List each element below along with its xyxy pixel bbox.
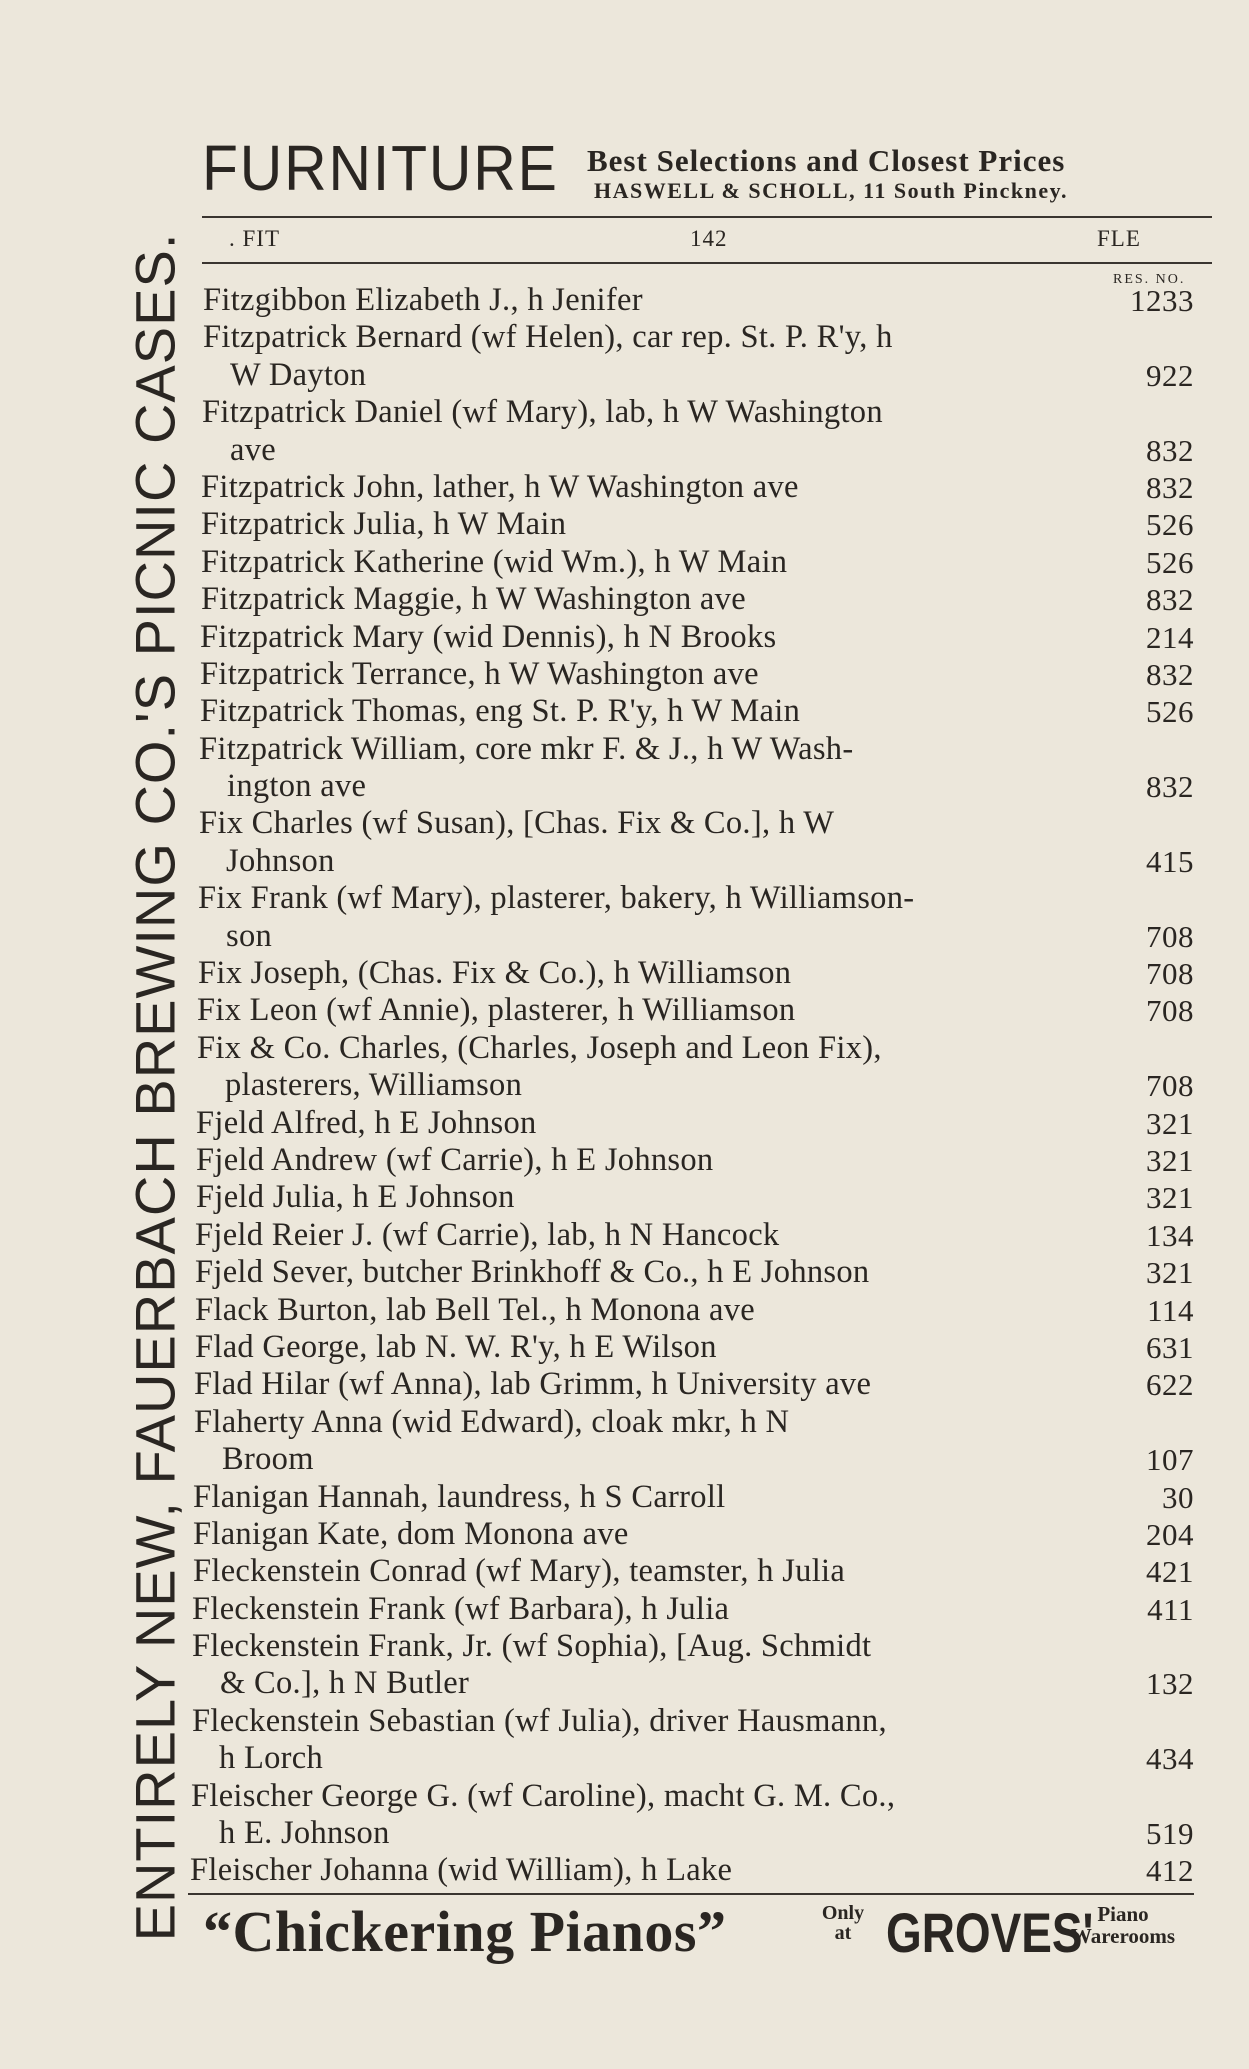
entry-line <box>0 581 1249 618</box>
residence-number: 204 <box>1146 1516 1194 1552</box>
entry-continuation-text: plasterers, Williamson <box>225 1067 523 1104</box>
residence-number: 411 <box>1147 1591 1194 1627</box>
entry-line <box>0 1030 1249 1067</box>
directory-entry <box>0 1516 1249 1553</box>
residence-number: 526 <box>1146 544 1194 580</box>
entry-line <box>0 1329 1249 1366</box>
footer-at: at <box>834 1922 852 1944</box>
residence-number: 30 <box>1162 1479 1194 1515</box>
residence-number: 107 <box>1146 1442 1194 1478</box>
entry-line <box>0 319 1249 356</box>
directory-entry <box>0 1105 1249 1142</box>
page-number: 142 <box>690 226 728 251</box>
entry-line <box>0 469 1249 506</box>
residence-number: 832 <box>1146 769 1194 805</box>
entry-line <box>0 843 1249 880</box>
entry-name-text: Fleischer Johanna (wid William), h Lake <box>190 1852 733 1889</box>
res-no-column-label: RES. NO. <box>1113 272 1186 287</box>
left-guide-word: . FIT <box>229 226 280 251</box>
header-rule-top <box>202 216 1212 218</box>
entry-line <box>0 1404 1249 1441</box>
directory-entry <box>0 506 1249 543</box>
entry-line <box>0 1179 1249 1216</box>
entry-line <box>0 1591 1249 1628</box>
directory-entry <box>0 1292 1249 1329</box>
entry-name-text: Fitzpatrick Mary (wid Dennis), h N Brooks <box>200 618 777 655</box>
entry-name-text: Fix & Co. Charles, (Charles, Joseph and Leon Fix), <box>197 1029 882 1066</box>
residence-number: 114 <box>1147 1292 1194 1328</box>
entry-name-text: Flanigan Hannah, laundress, h S Carroll <box>193 1478 726 1515</box>
residence-number: 832 <box>1146 656 1194 692</box>
header-advert-word: FURNITURE <box>202 132 559 204</box>
entry-name-text: Flanigan Kate, dom Monona ave <box>193 1515 629 1552</box>
entry-line <box>0 619 1249 656</box>
entry-line <box>0 1628 1249 1665</box>
entry-name-text: Fjeld Julia, h E Johnson <box>196 1179 515 1216</box>
entry-line <box>0 1815 1249 1852</box>
residence-number: 526 <box>1146 507 1194 543</box>
entry-line <box>0 1441 1249 1478</box>
directory-entry <box>0 880 1249 955</box>
entry-line <box>0 1740 1249 1777</box>
right-guide-word: FLE <box>1097 226 1141 251</box>
residence-number: 622 <box>1146 1367 1194 1403</box>
directory-entry <box>0 1404 1249 1479</box>
directory-entry <box>0 1778 1249 1853</box>
directory-entry <box>0 544 1249 581</box>
entry-continuation-text: ave <box>230 431 277 468</box>
entry-name-text: Flack Burton, lab Bell Tel., h Monona ave <box>195 1291 756 1328</box>
entry-name-text: Fitzpatrick William, core mkr F. & J., h W Wash- <box>199 730 854 767</box>
entry-line <box>0 918 1249 955</box>
directory-entry <box>0 656 1249 693</box>
entry-name-text: Flad Hilar (wf Anna), lab Grimm, h University ave <box>194 1366 872 1403</box>
residence-number: 321 <box>1146 1180 1194 1216</box>
entry-line <box>0 1553 1249 1590</box>
directory-entry <box>0 1553 1249 1590</box>
entry-line <box>0 394 1249 431</box>
directory-entry <box>0 282 1249 319</box>
residence-number: 321 <box>1146 1255 1194 1291</box>
entry-line <box>0 992 1249 1029</box>
entry-continuation-text: Johnson <box>226 842 335 879</box>
entry-name-text: Flad George, lab N. W. R'y, h E Wilson <box>195 1328 717 1365</box>
side-advertisement: ENTIRELY NEW, FAUERBACH BREWING CO.'S PICNIC CASES. <box>123 232 187 1942</box>
directory-entry <box>0 992 1249 1029</box>
header-rule-bottom <box>202 262 1212 264</box>
residence-number: 415 <box>1146 843 1194 879</box>
entry-line <box>0 805 1249 842</box>
entry-line <box>0 1292 1249 1329</box>
entry-name-text: Fix Frank (wf Mary), plasterer, bakery, h Williamson- <box>198 880 915 917</box>
entry-name-text: Fitzpatrick John, lather, h W Washington ave <box>201 468 799 505</box>
entry-continuation-text: son <box>226 917 273 954</box>
entry-line <box>0 880 1249 917</box>
entry-line <box>0 1852 1249 1889</box>
entry-line <box>0 768 1249 805</box>
directory-entries <box>0 282 1249 1890</box>
directory-entry <box>0 1591 1249 1628</box>
entry-line <box>0 1217 1249 1254</box>
residence-number: 434 <box>1146 1741 1194 1777</box>
directory-entry <box>0 1329 1249 1366</box>
residence-number: 214 <box>1146 619 1194 655</box>
entry-name-text: Fix Joseph, (Chas. Fix & Co.), h Williamson <box>198 955 792 992</box>
footer-piano-warerooms <box>1048 1903 1198 1947</box>
directory-entry <box>0 693 1249 730</box>
residence-number: 321 <box>1146 1105 1194 1141</box>
residence-number: 631 <box>1146 1329 1194 1365</box>
entry-name-text: Fjeld Sever, butcher Brinkhoff & Co., h E Johnson <box>195 1254 870 1291</box>
residence-number: 412 <box>1146 1853 1194 1889</box>
directory-entry <box>0 1142 1249 1179</box>
footer-groves: GROVES' <box>886 1901 1094 1964</box>
residence-number: 321 <box>1146 1142 1194 1178</box>
footer-rule <box>188 1893 1194 1895</box>
residence-number: 526 <box>1146 694 1194 730</box>
directory-entry <box>0 1479 1249 1516</box>
entry-name-text: Fitzgibbon Elizabeth J., h Jenifer <box>203 282 643 318</box>
entry-line <box>0 1366 1249 1403</box>
entry-name-text: Fjeld Alfred, h E Johnson <box>196 1104 537 1141</box>
entry-name-text: Flaherty Anna (wid Edward), cloak mkr, h N <box>194 1403 790 1440</box>
residence-number: 708 <box>1146 956 1194 992</box>
entry-line <box>0 955 1249 992</box>
entry-line <box>0 1778 1249 1815</box>
entry-continuation-text: h E. Johnson <box>219 1815 390 1852</box>
entry-line <box>0 731 1249 768</box>
directory-entry <box>0 1366 1249 1403</box>
entry-line <box>0 1254 1249 1291</box>
entry-continuation-text: Broom <box>222 1441 314 1478</box>
header-tagline: Best Selections and Closest Prices <box>587 143 1066 178</box>
residence-number: 832 <box>1146 469 1194 505</box>
entry-line <box>0 357 1249 394</box>
directory-entry <box>0 805 1249 880</box>
footer-only: Only <box>821 1902 865 1924</box>
directory-entry <box>0 581 1249 618</box>
directory-entry <box>0 1030 1249 1105</box>
residence-number: 708 <box>1146 993 1194 1029</box>
entry-continuation-text: W Dayton <box>230 356 367 393</box>
entry-name-text: Fleischer George G. (wf Caroline), macht G. M. Co., <box>191 1777 896 1814</box>
directory-entry <box>0 1254 1249 1291</box>
header-address: HASWELL & SCHOLL, 11 South Pinckney. <box>594 178 1068 203</box>
directory-entry <box>0 1628 1249 1703</box>
entry-line <box>0 1105 1249 1142</box>
entry-line <box>0 656 1249 693</box>
entry-continuation-text: & Co.], h N Butler <box>220 1665 470 1702</box>
entry-name-text: Fitzpatrick Daniel (wf Mary), lab, h W Washington <box>202 394 883 431</box>
footer-only-at <box>813 1903 873 1943</box>
residence-number: 832 <box>1146 432 1194 468</box>
entry-line <box>0 693 1249 730</box>
directory-entry <box>0 1179 1249 1216</box>
entry-line <box>0 544 1249 581</box>
directory-entry <box>0 1703 1249 1778</box>
residence-number: 1233 <box>1130 283 1194 318</box>
residence-number: 832 <box>1146 582 1194 618</box>
directory-entry <box>0 1217 1249 1254</box>
directory-entry <box>0 955 1249 992</box>
residence-number: 421 <box>1146 1554 1194 1590</box>
entry-line <box>0 1665 1249 1702</box>
entry-name-text: Fjeld Reier J. (wf Carrie), lab, h N Hancock <box>195 1216 780 1253</box>
entry-name-text: Fleckenstein Frank, Jr. (wf Sophia), [Aug. Schmidt <box>192 1628 872 1665</box>
entry-name-text: Fix Leon (wf Annie), plasterer, h Williamson <box>197 992 796 1029</box>
entry-line <box>0 1703 1249 1740</box>
directory-entry <box>0 1852 1249 1889</box>
entry-name-text: Fix Charles (wf Susan), [Chas. Fix & Co.], h W <box>199 805 835 842</box>
residence-number: 132 <box>1146 1666 1194 1702</box>
entry-continuation-text: h Lorch <box>219 1740 324 1777</box>
entry-name-text: Fitzpatrick Terrance, h W Washington ave <box>200 655 759 692</box>
entry-line <box>0 506 1249 543</box>
directory-entry <box>0 469 1249 506</box>
entry-name-text: Fitzpatrick Maggie, h W Washington ave <box>201 581 746 618</box>
footer-advert-pianos: “Chickering Pianos” <box>203 1899 727 1964</box>
residence-number: 519 <box>1146 1816 1194 1852</box>
residence-number: 708 <box>1146 918 1194 954</box>
entry-name-text: Fleckenstein Sebastian (wf Julia), driver Hausmann, <box>192 1702 887 1739</box>
residence-number: 922 <box>1146 357 1194 393</box>
entry-name-text: Fitzpatrick Katherine (wid Wm.), h W Main <box>201 543 788 580</box>
entry-line <box>0 282 1249 319</box>
directory-entry <box>0 319 1249 394</box>
residence-number: 134 <box>1146 1217 1194 1253</box>
entry-continuation-text: ington ave <box>227 768 367 805</box>
entry-name-text: Fitzpatrick Bernard (wf Helen), car rep. St. P. R'y, h <box>203 319 893 356</box>
directory-entry <box>0 731 1249 806</box>
directory-entry <box>0 394 1249 469</box>
entry-line <box>0 1142 1249 1179</box>
directory-entry <box>0 619 1249 656</box>
entry-name-text: Fleckenstein Frank (wf Barbara), h Julia <box>192 1590 730 1627</box>
entry-line <box>0 1067 1249 1104</box>
entry-name-text: Fjeld Andrew (wf Carrie), h E Johnson <box>196 1141 714 1178</box>
entry-name-text: Fitzpatrick Julia, h W Main <box>201 506 567 543</box>
residence-number: 708 <box>1146 1068 1194 1104</box>
entry-name-text: Fitzpatrick Thomas, eng St. P. R'y, h W Main <box>200 693 801 730</box>
entry-line <box>0 432 1249 469</box>
footer-warerooms: Warerooms <box>1070 1924 1176 1948</box>
entry-line <box>0 1516 1249 1553</box>
entry-name-text: Fleckenstein Conrad (wf Mary), teamster, h Julia <box>193 1553 846 1590</box>
entry-line <box>0 1479 1249 1516</box>
footer-piano: Piano <box>1097 1902 1149 1926</box>
